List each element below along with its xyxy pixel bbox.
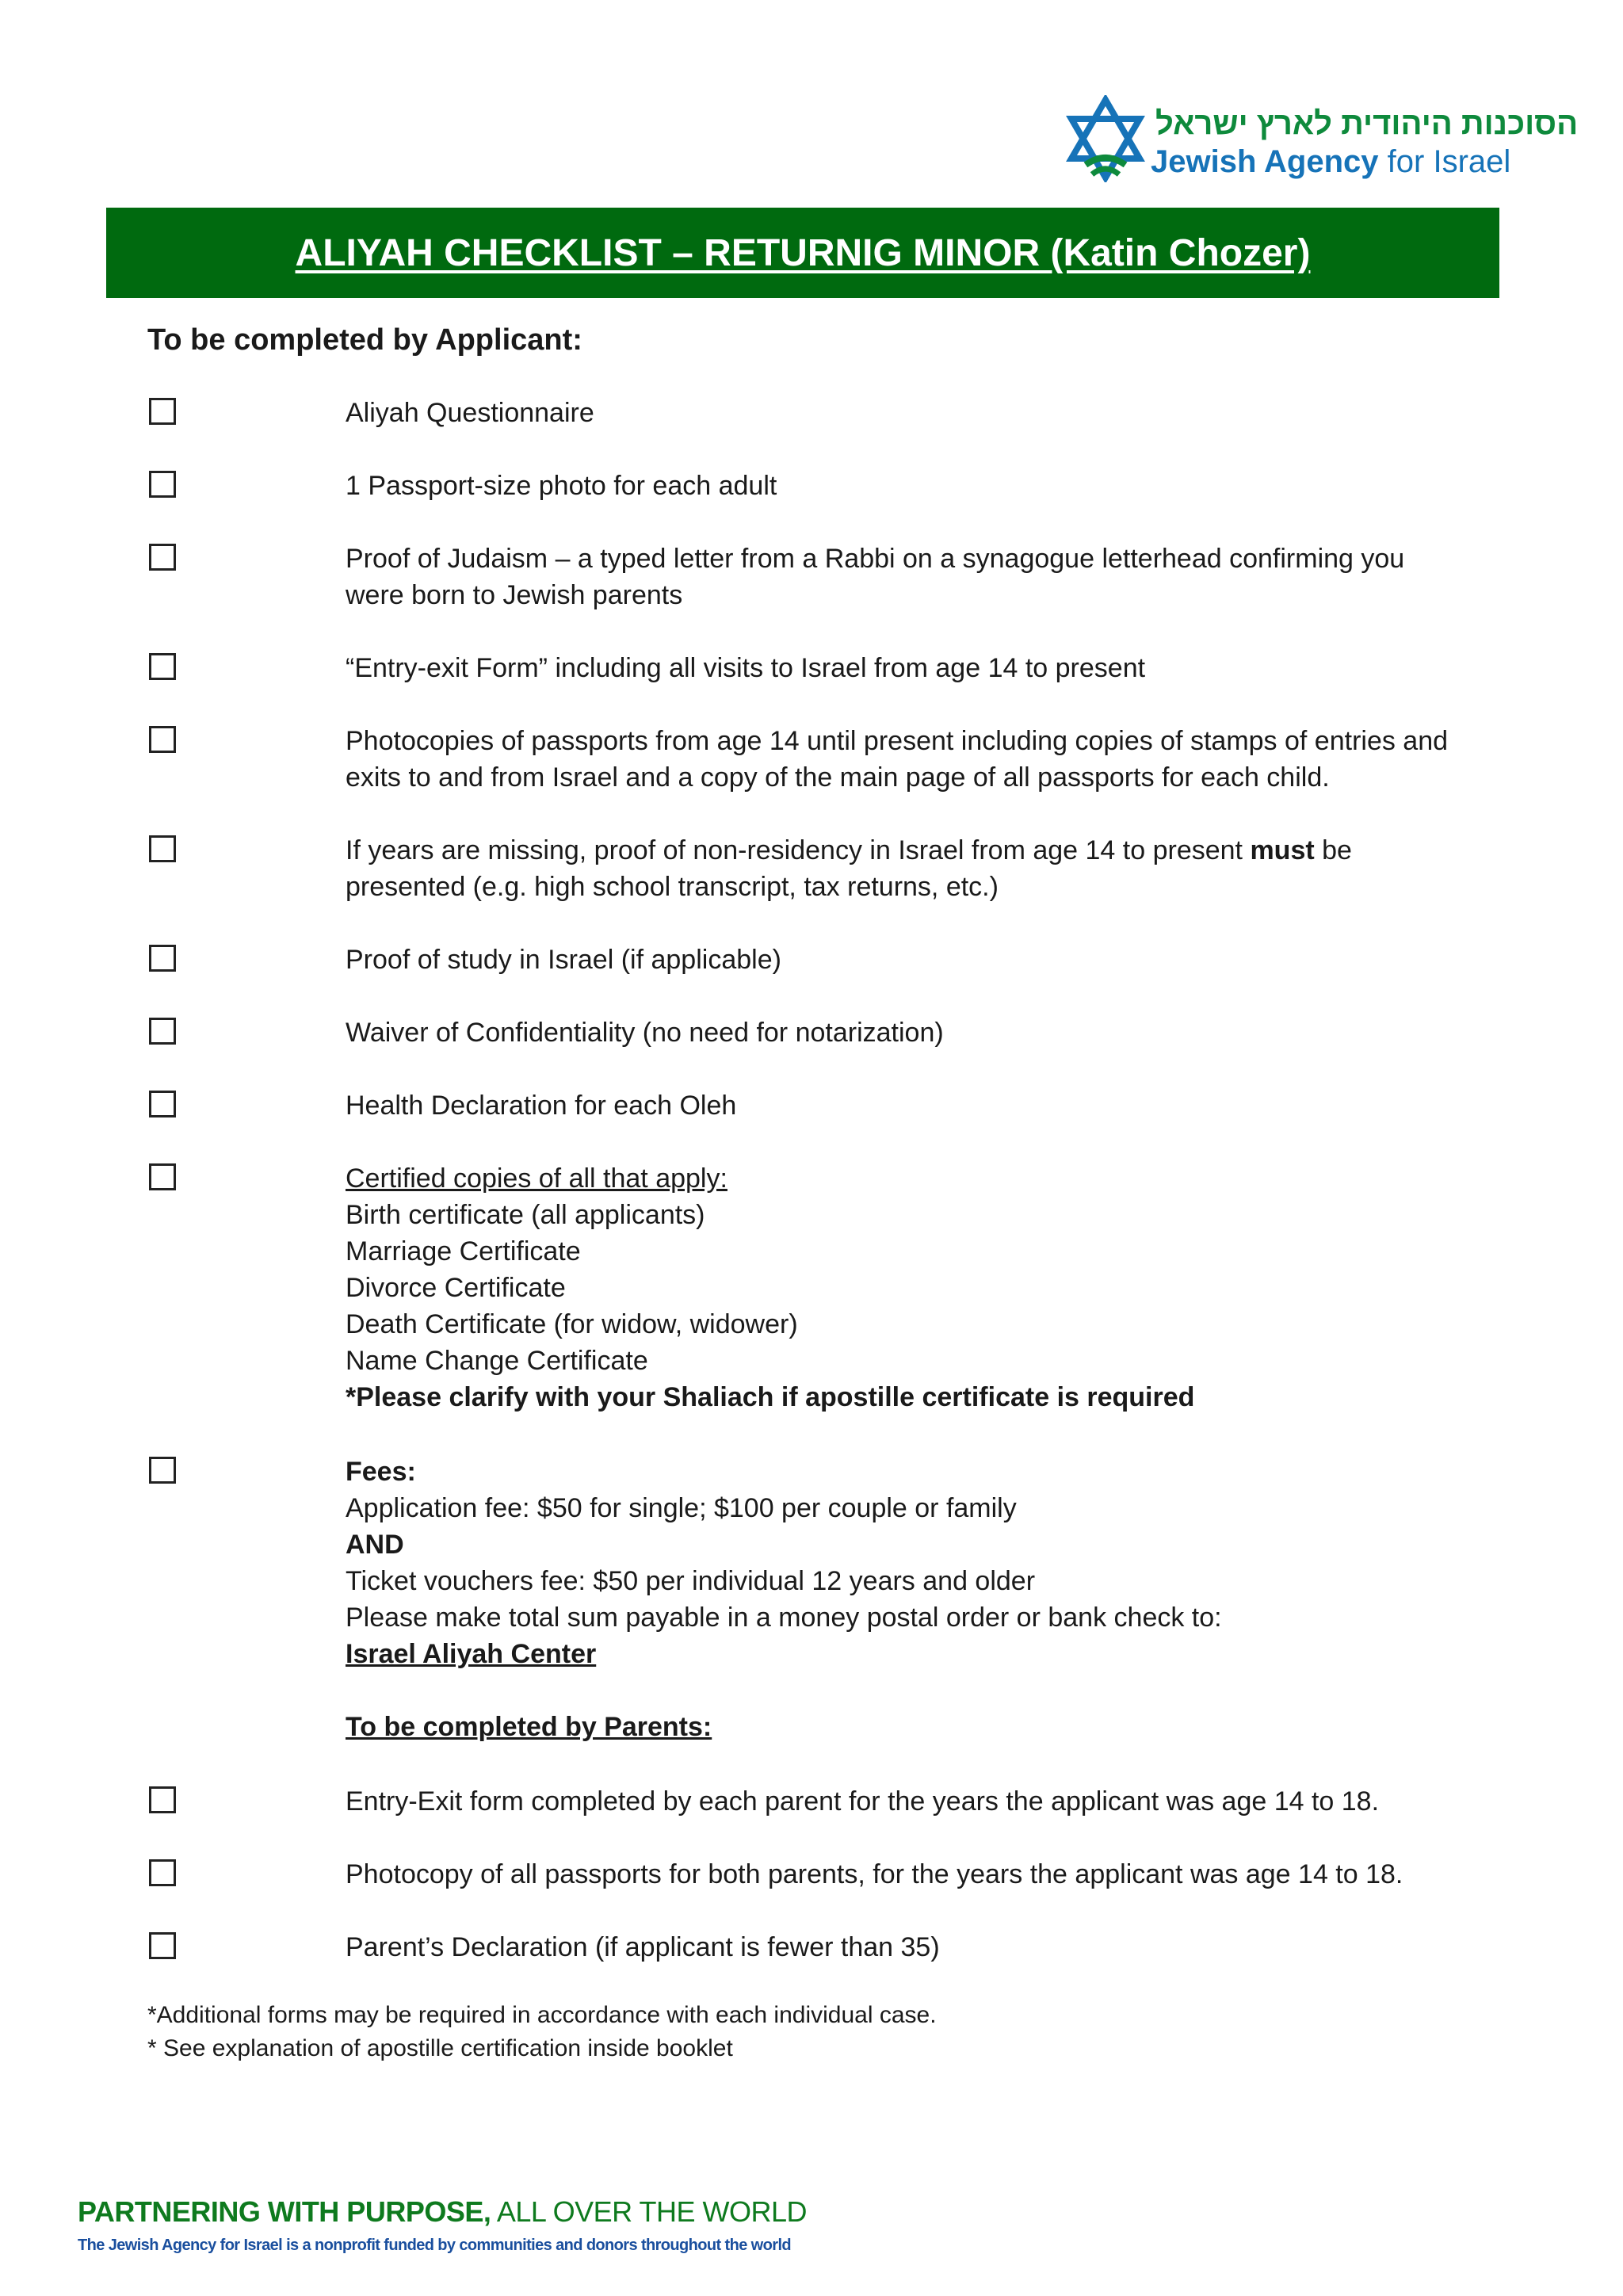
checkbox[interactable]: [149, 835, 176, 862]
checkbox[interactable]: [149, 544, 176, 571]
checkbox[interactable]: [149, 1859, 176, 1886]
checkbox[interactable]: [149, 653, 176, 680]
checkbox[interactable]: [149, 398, 176, 425]
footnotes: *Additional forms may be required in accordance with each individual case. * See explanation of apostille certification inside booklet: [147, 2002, 937, 2061]
jewish-agency-logo: [1062, 95, 1579, 190]
footer-subtagline: The Jewish Agency for Israel is a nonprofit funded by communities and donors throughout the world: [78, 2237, 792, 2254]
footer-tagline: PARTNERING WITH PURPOSE, ALL OVER THE WORLD: [78, 2195, 807, 2228]
checkbox[interactable]: [149, 945, 176, 972]
applicant-section-heading: To be completed by Applicant:: [147, 323, 582, 357]
checkbox[interactable]: [149, 1091, 176, 1117]
checkbox[interactable]: [149, 1018, 176, 1045]
checkbox[interactable]: [149, 1786, 176, 1813]
logo-hebrew-text: הסוכנות היהודית לארץ ישראל: [1155, 106, 1579, 141]
checkbox[interactable]: [149, 1163, 176, 1190]
checkbox[interactable]: [149, 726, 176, 753]
parents-section-heading: To be completed by Parents:: [346, 1712, 712, 1742]
star-of-david-icon: [1062, 95, 1149, 182]
title-banner: [106, 208, 1499, 298]
checkbox[interactable]: [149, 471, 176, 498]
checkbox[interactable]: [149, 1457, 176, 1484]
checkbox[interactable]: [149, 1932, 176, 1959]
logo-english-text: Jewish Agency for Israel: [1151, 144, 1511, 179]
page-title: ALIYAH CHECKLIST – RETURNIG MINOR (Katin Chozer): [295, 231, 1311, 274]
